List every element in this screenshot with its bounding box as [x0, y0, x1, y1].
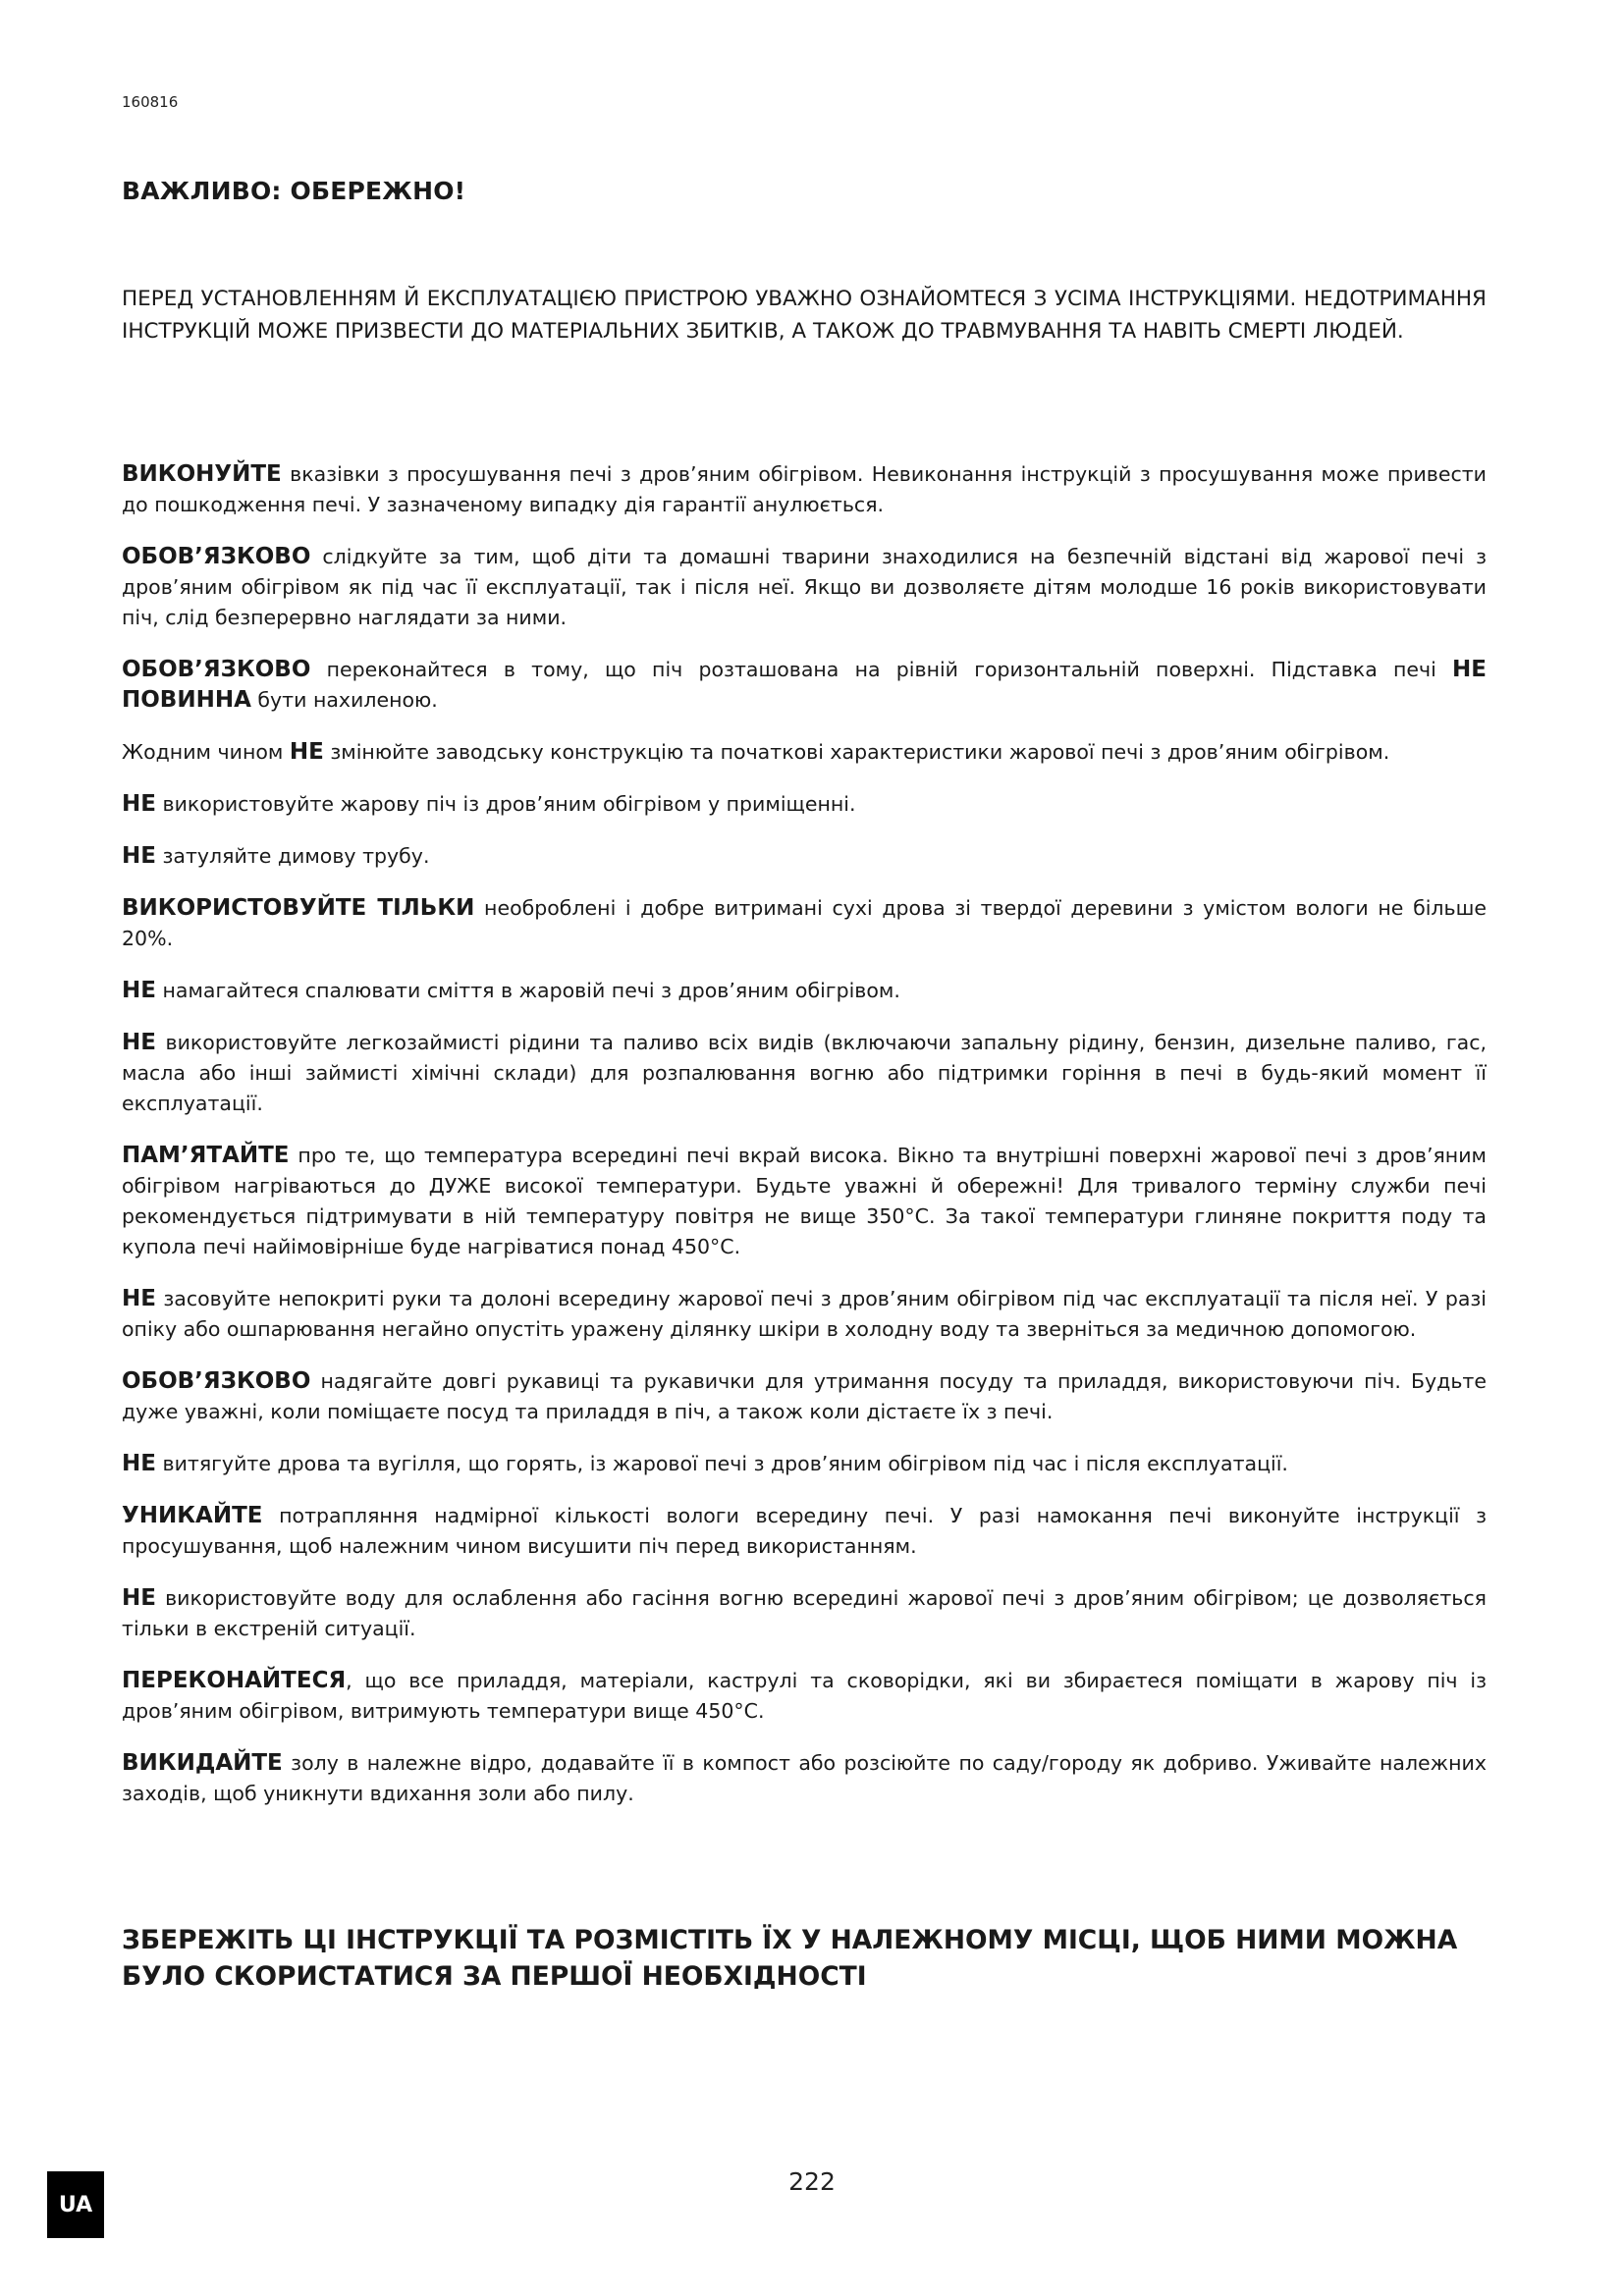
- instruction-text: засовуйте непокриті руки та долоні всередину жарової печі з дров’яним обігрівом під час експлуатації та після неї. У разі опіку або ошпарювання негайно опустіть уражену ділянку шкіри в холодну воду та зверніться за медичною допомогою.: [122, 1287, 1487, 1341]
- instruction-item: [122, 841, 1487, 872]
- instruction-prefix: Жодним чином: [122, 740, 290, 764]
- instruction-text: золу в належне відро, додавайте її в компост або розсіюйте по саду/городу як добриво. Уживайте належних заходів, щоб уникнути вдихання золи або пилу.: [122, 1751, 1487, 1805]
- instruction-keyword: УНИКАЙТЕ: [122, 1503, 263, 1528]
- instruction-keyword: НЕ: [122, 791, 156, 817]
- instruction-item: [122, 737, 1487, 768]
- instruction-item: [122, 655, 1487, 716]
- instruction-text: слідкуйте за тим, щоб діти та домашні тварини знаходилися на безпечній відстані від жарової печі з дров’яним обігрівом як під час її експлуатації, так і після неї. Якщо ви дозволяєте дітям молодше 16 років використовувати піч, слід безперервно наглядати за ними.: [122, 545, 1487, 629]
- instruction-keyword: НЕ: [122, 843, 156, 869]
- instruction-item: [122, 893, 1487, 954]
- instruction-item: [122, 1501, 1487, 1562]
- instruction-text: необроблені і добре витримані сухі дрова зі твердої деревини з умістом вологи не більше 20%.: [122, 896, 1487, 950]
- instruction-item: [122, 1666, 1487, 1727]
- instruction-text: надягайте довгі рукавиці та рукавички для утримання посуду та приладдя, використовуючи піч. Будьте дуже уважні, коли поміщаєте посуд та приладдя в піч, а також коли дістаєте їх з печі.: [122, 1369, 1487, 1423]
- instruction-keyword: НЕ ПОВИННА: [122, 657, 1487, 713]
- page-number: 222: [788, 2167, 836, 2196]
- instruction-item: [122, 1583, 1487, 1644]
- instruction-item: [122, 1748, 1487, 1809]
- instruction-text: використовуйте воду для ослаблення або гасіння вогню всередині жарової печі з дров’яним обігрівом; це дозволяється тільки в екстреній ситуації.: [122, 1586, 1487, 1640]
- instruction-keyword: ВИКОРИСТОВУЙТЕ ТІЛЬКИ: [122, 895, 475, 921]
- instruction-text: змінюйте заводську конструкцію та початкові характеристики жарової печі з дров’яним обігрівом.: [323, 740, 1390, 764]
- instruction-text: намагайтеся спалювати сміття в жаровій печі з дров’яним обігрівом.: [155, 979, 900, 1002]
- instruction-item: [122, 1028, 1487, 1119]
- instruction-keyword: ОБОВ’ЯЗКОВО: [122, 1368, 311, 1394]
- instruction-keyword: ОБОВ’ЯЗКОВО: [122, 544, 311, 569]
- instruction-keyword: ОБОВ’ЯЗКОВО: [122, 657, 311, 682]
- instruction-item: [122, 789, 1487, 820]
- save-instructions-heading: ЗБЕРЕЖІТЬ ЦІ ІНСТРУКЦІЇ ТА РОЗМІСТІТЬ ЇХ У НАЛЕЖНОМУ МІСЦІ, ЩОБ НИМИ МОЖНА БУЛО СКОРИСТАТИСЯ ЗА ПЕРШОЇ НЕОБХІДНОСТІ: [122, 1925, 1458, 1992]
- instruction-item: [122, 542, 1487, 633]
- instruction-keyword: НЕ: [122, 1585, 156, 1611]
- instruction-keyword: НЕ: [122, 978, 156, 1003]
- instruction-text: бути нахиленою.: [250, 688, 438, 712]
- instruction-text: використовуйте жарову піч із дров’яним обігрівом у приміщенні.: [155, 792, 856, 816]
- instruction-text: , що все приладдя, матеріали, каструлі та сковорідки, які ви збираєтеся поміщати в жарову піч із дров’яним обігрівом, витримують температури вище 450°C.: [122, 1669, 1487, 1723]
- instruction-text: затуляйте димову трубу.: [155, 844, 430, 868]
- instruction-text: використовуйте легкозаймисті рідини та паливо всіх видів (включаючи запальну рідину, бензин, дизельне паливо, гас, масла або інші займисті хімічні склади) для розпалювання вогню або підтримки горіння в печі в будь-який момент її експлуатації.: [122, 1031, 1487, 1115]
- document-code: 160816: [122, 93, 179, 111]
- instruction-keyword: НЕ: [122, 1451, 156, 1476]
- instruction-keyword: НЕ: [122, 1030, 156, 1055]
- instruction-keyword: НЕ: [289, 739, 324, 765]
- general-warning: ПЕРЕД УСТАНОВЛЕННЯМ Й ЕКСПЛУАТАЦІЄЮ ПРИСТРОЮ УВАЖНО ОЗНАЙОМТЕСЯ З УСІМА ІНСТРУКЦІЯМИ. НЕДОТРИМАННЯ ІНСТРУКЦІЙ МОЖЕ ПРИЗВЕСТИ ДО МАТЕРІАЛЬНИХ ЗБИТКІВ, А ТАКОЖ ДО ТРАВМУВАННЯ ТА НАВІТЬ СМЕРТІ ЛЮДЕЙ.: [122, 287, 1487, 344]
- instruction-text: потрапляння надмірної кількості вологи всередину печі. У разі намокання печі виконуйте інструкції з просушування, щоб належним чином висушити піч перед використанням.: [122, 1504, 1487, 1558]
- instruction-keyword: НЕ: [122, 1286, 156, 1311]
- instruction-item: [122, 1366, 1487, 1427]
- instruction-text: витягуйте дрова та вугілля, що горять, із жарової печі з дров’яним обігрівом під час і після експлуатації.: [155, 1452, 1288, 1475]
- instruction-keyword: ВИКИДАЙТЕ: [122, 1750, 283, 1776]
- instruction-keyword: ПЕРЕКОНАЙТЕСЯ: [122, 1668, 347, 1693]
- instruction-item: [122, 1449, 1487, 1479]
- instruction-keyword: ВИКОНУЙТЕ: [122, 461, 282, 487]
- language-tab: UA: [47, 2171, 104, 2238]
- page-heading: ВАЖЛИВО: ОБЕРЕЖНО!: [122, 177, 466, 205]
- instruction-text: переконайтеся в тому, що піч розташована на рівній горизонтальній поверхні. Підставка печі: [310, 658, 1453, 681]
- instruction-item: [122, 459, 1487, 520]
- instruction-text: про те, що температура всередині печі вкрай висока. Вікно та внутрішні поверхні жарової печі з дров’яним обігрівом нагріваються до ДУЖЕ високої температури. Будьте уважні й обережні! Для тривалого терміну служби печі рекомендується підтримувати в ній температуру повітря не вище 350°C. За такої температури глиняне покриття поду та купола печі найімовірніше буде нагріватися понад 450°C.: [122, 1144, 1487, 1258]
- instruction-item: [122, 976, 1487, 1006]
- instruction-item: [122, 1141, 1487, 1262]
- instructions-list: [122, 459, 1487, 1831]
- instruction-keyword: ПАМ’ЯТАЙТЕ: [122, 1143, 290, 1168]
- instruction-text: вказівки з просушування печі з дров’яним обігрівом. Невиконання інструкцій з просушування може привести до пошкодження печі. У зазначеному випадку дія гарантії анулюється.: [122, 462, 1487, 516]
- instruction-item: [122, 1284, 1487, 1345]
